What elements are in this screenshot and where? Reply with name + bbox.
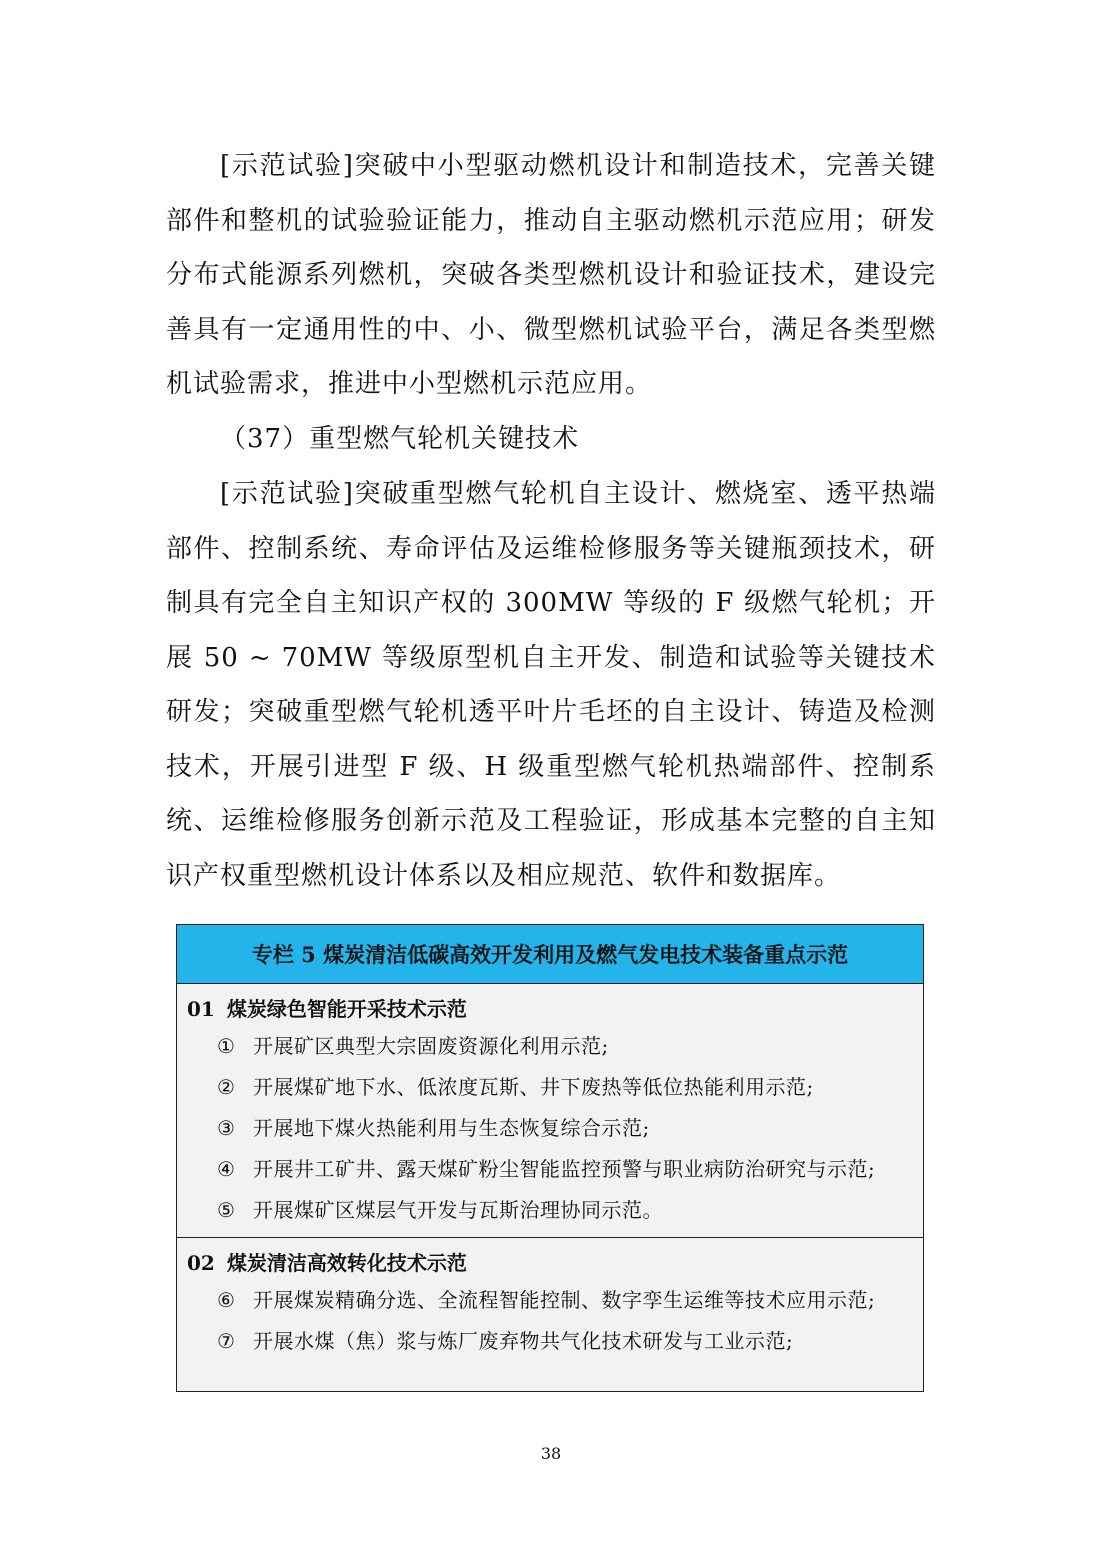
item-text: 开展井工矿井、露天煤矿粉尘智能监控预警与职业病防治研究与示范; [253, 1157, 876, 1181]
list-item [177, 1149, 913, 1190]
item-text: 开展水煤（焦）浆与炼厂废弃物共气化技术研发与工业示范; [253, 1329, 794, 1353]
section-title [177, 984, 923, 1026]
paragraph-small-gas-turbine: [示范试验]突破中小型驱动燃机设计和制造技术，完善关键部件和整机的试验验证能力，推动自主驱动燃机示范应用；研发分布式能源系列燃机，突破各类型燃机设计和验证技术，建设完善具有一定通用性的中、小、微型燃机试验平台，满足各类型燃机试验需求，推进中小型燃机示范应用。 [166, 151, 936, 399]
list-item [177, 1108, 913, 1149]
item-text: 开展煤矿地下水、低浓度瓦斯、井下废热等低位热能利用示范; [253, 1075, 814, 1099]
section-title-text: 煤炭绿色智能开采技术示范 [226, 997, 467, 1021]
item-number: ② [217, 1075, 236, 1099]
page-number: 38 [540, 1444, 562, 1463]
list-item [177, 1280, 913, 1321]
paragraph-heavy-gas-turbine: [示范试验]突破重型燃气轮机自主设计、燃烧室、透平热端部件、控制系统、寿命评估及运维检修服务等关键瓶颈技术，研制具有完全自主知识产权的 300MW 等级的 F 级燃气轮机；开展 50 ~ 70MW 等级原型机自主开发、制造和试验等关键技术研发；突破重型燃气轮机透平叶片毛坯的自主设计、铸造及检测技术，开展引进型 F 级、H 级重型燃气轮机热端部件、控制系统、运维检修服务创新示范及工程验证，形成基本完整的自主知识产权重型燃机设计体系以及相应规范、软件和数据库。 [166, 479, 936, 891]
column-box-title: 专栏 5 煤炭清洁低碳高效开发利用及燃气发电技术装备重点示范 [177, 925, 923, 984]
box-section-01 [177, 984, 923, 1237]
box-section-02 [177, 1237, 923, 1368]
item-number: ⑤ [217, 1198, 236, 1222]
list-item [177, 1190, 913, 1231]
item-number: ③ [217, 1116, 236, 1140]
item-text: 开展煤矿区煤层气开发与瓦斯治理协同示范。 [253, 1198, 663, 1222]
column-box-5 [176, 924, 924, 1392]
list-item [177, 1026, 913, 1067]
section-title [177, 1238, 923, 1280]
item-list [177, 1026, 923, 1237]
item-number: ④ [217, 1157, 236, 1181]
item-text: 开展煤炭精确分选、全流程智能控制、数字孪生运维等技术应用示范; [253, 1288, 876, 1312]
item-list [177, 1280, 923, 1368]
section-number: 01 [187, 997, 215, 1021]
list-item [177, 1321, 913, 1362]
item-number: ① [217, 1034, 236, 1058]
item-text: 开展矿区典型大宗固废资源化利用示范; [253, 1034, 609, 1058]
list-item [177, 1067, 913, 1108]
item-text: 开展地下煤火热能利用与生态恢复综合示范; [253, 1116, 650, 1140]
item-number: ⑦ [217, 1329, 236, 1353]
section-number: 02 [187, 1251, 215, 1275]
item-number: ⑥ [217, 1288, 236, 1312]
section-heading-37: （37）重型燃气轮机关键技术 [220, 424, 580, 454]
section-title-text: 煤炭清洁高效转化技术示范 [226, 1251, 467, 1275]
